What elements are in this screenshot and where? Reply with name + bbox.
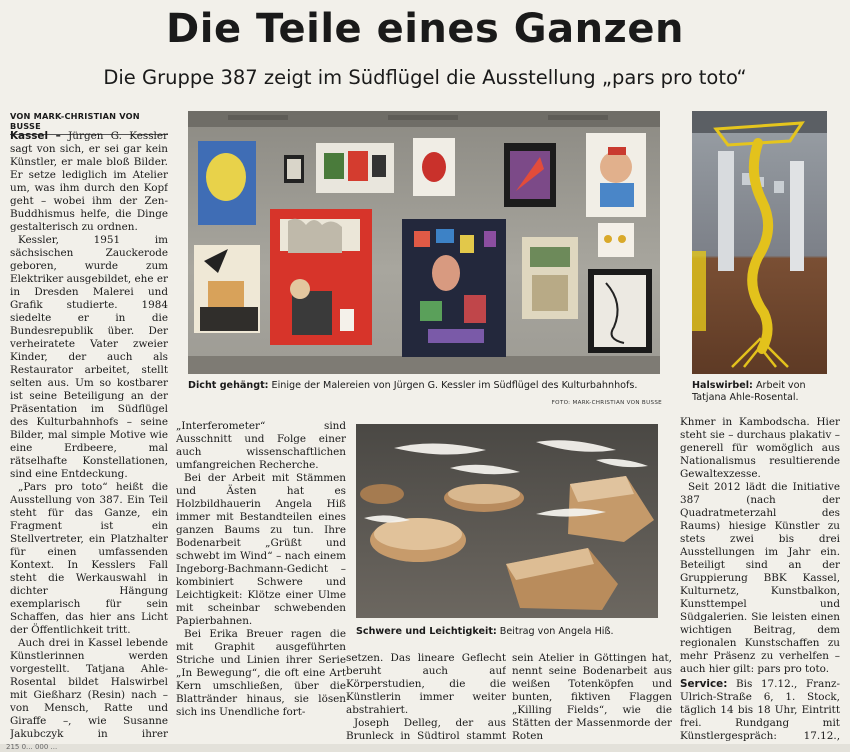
page-footer-strip bbox=[0, 744, 850, 752]
caption-main-text: Einige der Malereien von Jürgen G. Kessler im Südflügel des Kulturbahnhofs. bbox=[268, 380, 638, 391]
caption-side bbox=[692, 380, 828, 404]
paragraph: setzen. Das lineare Geflecht beruht auch auf Körperstudien, die die Künstlerin immer weiter abstrahiert. bbox=[346, 652, 506, 716]
article-column-4 bbox=[680, 416, 840, 744]
paragraph: Kessler, 1951 im sächsischen Zauckerode geboren, wurde zum Elektriker ausgebildet, ehe er in Dresden Malerei und Grafik studierte. 1984 siedelte er in die Bundesrepublik über. Der verheiratete Vater zweier Kinder, der auch als Restaurator arbeitet, stellt selten aus. Um so kostbarer ist seine Beteiligung an der Präsentation im Südflügel des Kulturbahnhofs – seine Bilder, mal simple Motive wie eine Erdbeere, mal rätselhafte Konstellationen, sind eine Entdeckung. bbox=[10, 234, 168, 480]
paragraph: „Pars pro toto“ heißt die Ausstellung von 387. Ein Teil steht für das Ganze, ein Fragment ist ein Stellvertreter, ein Platzhalter für einen umfassenden Kontext. In Kesslers Fall steht die Werkauswahl in dichter Hängung exemplarisch für sein Schaffen, das hier ans Licht der Öffentlichkeit tritt. bbox=[10, 481, 168, 636]
service-label: Service: bbox=[680, 678, 728, 690]
caption-main-label: Dicht gehängt: bbox=[188, 380, 269, 391]
paragraph-text: Jürgen G. Kessler sagt von sich, er sei gar kein Künstler, er male bloß Bilder. Er setze lediglich im Atelier um, was ihm durch den Kopf geht – wobei ihm der Zen-Buddhismus helfe, die Dinge gestalterisch zu ordnen. bbox=[10, 130, 168, 233]
caption-wood bbox=[356, 626, 660, 638]
paragraph: Bei Erika Breuer ragen die mit Graphit ausgeführten Striche und Linien ihrer Serie „In Bewegung“, die oft eine Art Kern umschließen, über die Blattränder hinaus, sie lösen sich ins Unendliche fort- bbox=[176, 628, 346, 718]
article-column-3a bbox=[346, 652, 506, 742]
paragraph: sein Atelier in Göttingen hat, nennt seine Bodenarbeit aus weißen Totenköpfen und bunten, fiktiven Flaggen „Killing Fields“, wie die Stätten der Massenmorde der Roten bbox=[512, 652, 672, 742]
photo-credit: FOTO: MARK-CHRISTIAN VON BUSSE bbox=[551, 400, 662, 406]
paragraph: Joseph Delleg, der aus Brunleck in Südtirol stammt bbox=[346, 717, 506, 742]
caption-wood-label: Schwere und Leichtigkeit: bbox=[356, 626, 497, 637]
article-column-2 bbox=[176, 420, 346, 742]
paragraph: Auch drei in Kassel lebende Künstlerinnen werden vorgestellt. Tatjana Ahle-Rosental bildet Halswirbel mit Gießharz (Resin) nach – von Mensch, Ratte und Giraffe –, wie Susanne Jakubczyk in ihrer bbox=[10, 637, 168, 740]
byline: VON MARK-CHRISTIAN VON BUSSE bbox=[10, 111, 168, 135]
paragraph: „Interferometer“ sind Ausschnitt und Folge einer auch wissenschaftlichen umfangreichen Recherche. bbox=[176, 420, 346, 471]
caption-main bbox=[188, 380, 662, 392]
paragraph: Bei der Arbeit mit Stämmen und Ästen hat es Holzbildhauerin Angela Hiß immer mit Bestandteilen eines ganzen Baums zu tun. Ihre Bodenarbeit „Grüßt und schwebt im Wind“ – nach einem Ingeborg-Bachmann-Gedicht – kombiniert Schwere und Leichtigkeit: Klötze einer Ulme mit scheinbar schwebenden Papierbahnen. bbox=[176, 472, 346, 627]
paragraph: Seit 2012 lädt die Initiative 387 (nach der Quadratmeterzahl des Raums) hiesige Künstler zu stets zwei bis drei Ausstellungen im Jahr ein. Beteiligt sind an der Gruppierung BBK Kassel, Kulturnetz, Kunstbalkon, Kunsttempel und Südgalerien. Sie leisten einen wichtigen Beitrag, dem regionalen Kunstschaffen zu mehr Präsenz zu verhelfen – auch hier gilt: pars pro toto. bbox=[680, 481, 840, 675]
service-info bbox=[680, 678, 840, 744]
article-column-1 bbox=[10, 130, 168, 742]
photo-gallery-wall bbox=[188, 111, 660, 374]
caption-wood-text: Beitrag von Angela Hiß. bbox=[496, 626, 614, 637]
service-text: Bis 17.12., Franz-Ulrich-Straße 6, 1. Stock, täglich 14 bis 18 Uhr, Eintritt frei. Rundgang mit Künstlergespräch: 17.12., bbox=[680, 678, 840, 742]
dateline: Kassel – bbox=[10, 130, 61, 142]
subheadline: Die Gruppe 387 zeigt im Südflügel die Ausstellung „pars pro toto“ bbox=[103, 66, 747, 89]
caption-side-text: Arbeit von Tatjana Ahle-Rosental. bbox=[692, 380, 806, 403]
headline: Die Teile eines Ganzen bbox=[166, 6, 684, 52]
paragraph bbox=[10, 130, 168, 234]
caption-side-label: Halswirbel: bbox=[692, 380, 753, 391]
paragraph: Khmer in Kambodscha. Hier steht sie – durchaus plakativ – generell für womöglich aus Nationalismus resultierende Gewaltexzesse. bbox=[680, 416, 840, 480]
photo-sculpture bbox=[692, 111, 827, 374]
footer-text: 215 0... 000 ... bbox=[6, 743, 58, 751]
article-column-3b bbox=[512, 652, 672, 742]
photo-wood-sculpture bbox=[356, 424, 658, 618]
